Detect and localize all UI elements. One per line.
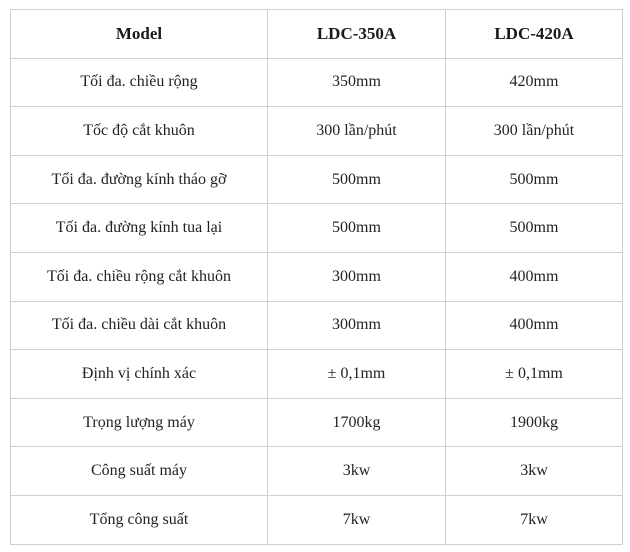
cell-ldc-420a: 500mm [446, 155, 623, 204]
cell-ldc-350a: 300 lần/phút [268, 107, 446, 156]
row-label: Công suất máy [11, 447, 268, 496]
cell-ldc-420a: 7kw [446, 495, 623, 544]
cell-ldc-420a: 3kw [446, 447, 623, 496]
cell-ldc-350a: 300mm [268, 252, 446, 301]
table-row [11, 252, 623, 301]
row-label: Tối đa. chiều rộng [11, 58, 268, 107]
cell-ldc-350a: 3kw [268, 447, 446, 496]
table-row [11, 495, 623, 544]
header-ldc-420a: LDC-420A [446, 10, 623, 59]
cell-ldc-350a: 1700kg [268, 398, 446, 447]
row-label: Định vị chính xác [11, 350, 268, 399]
cell-ldc-350a: 500mm [268, 155, 446, 204]
cell-ldc-350a: ± 0,1mm [268, 350, 446, 399]
cell-ldc-350a: 7kw [268, 495, 446, 544]
cell-ldc-420a: ± 0,1mm [446, 350, 623, 399]
header-ldc-350a: LDC-350A [268, 10, 446, 59]
cell-ldc-420a: 300 lần/phút [446, 107, 623, 156]
table-row [11, 204, 623, 253]
cell-ldc-420a: 400mm [446, 252, 623, 301]
table-row [11, 350, 623, 399]
cell-ldc-420a: 420mm [446, 58, 623, 107]
row-label: Tổng công suất [11, 495, 268, 544]
table-row [11, 301, 623, 350]
cell-ldc-420a: 1900kg [446, 398, 623, 447]
row-label: Tối đa. đường kính tua lại [11, 204, 268, 253]
row-label: Tốc độ cắt khuôn [11, 107, 268, 156]
table-row [11, 398, 623, 447]
table-row [11, 155, 623, 204]
table-row [11, 447, 623, 496]
row-label: Tối đa. chiều rộng cắt khuôn [11, 252, 268, 301]
table-row [11, 107, 623, 156]
cell-ldc-420a: 400mm [446, 301, 623, 350]
table-header-row [11, 10, 623, 59]
cell-ldc-350a: 500mm [268, 204, 446, 253]
row-label: Trọng lượng máy [11, 398, 268, 447]
table-row [11, 58, 623, 107]
cell-ldc-420a: 500mm [446, 204, 623, 253]
spec-table [10, 9, 623, 545]
cell-ldc-350a: 300mm [268, 301, 446, 350]
header-model: Model [11, 10, 268, 59]
row-label: Tối đa. chiều dài cắt khuôn [11, 301, 268, 350]
cell-ldc-350a: 350mm [268, 58, 446, 107]
row-label: Tối đa. đường kính tháo gỡ [11, 155, 268, 204]
